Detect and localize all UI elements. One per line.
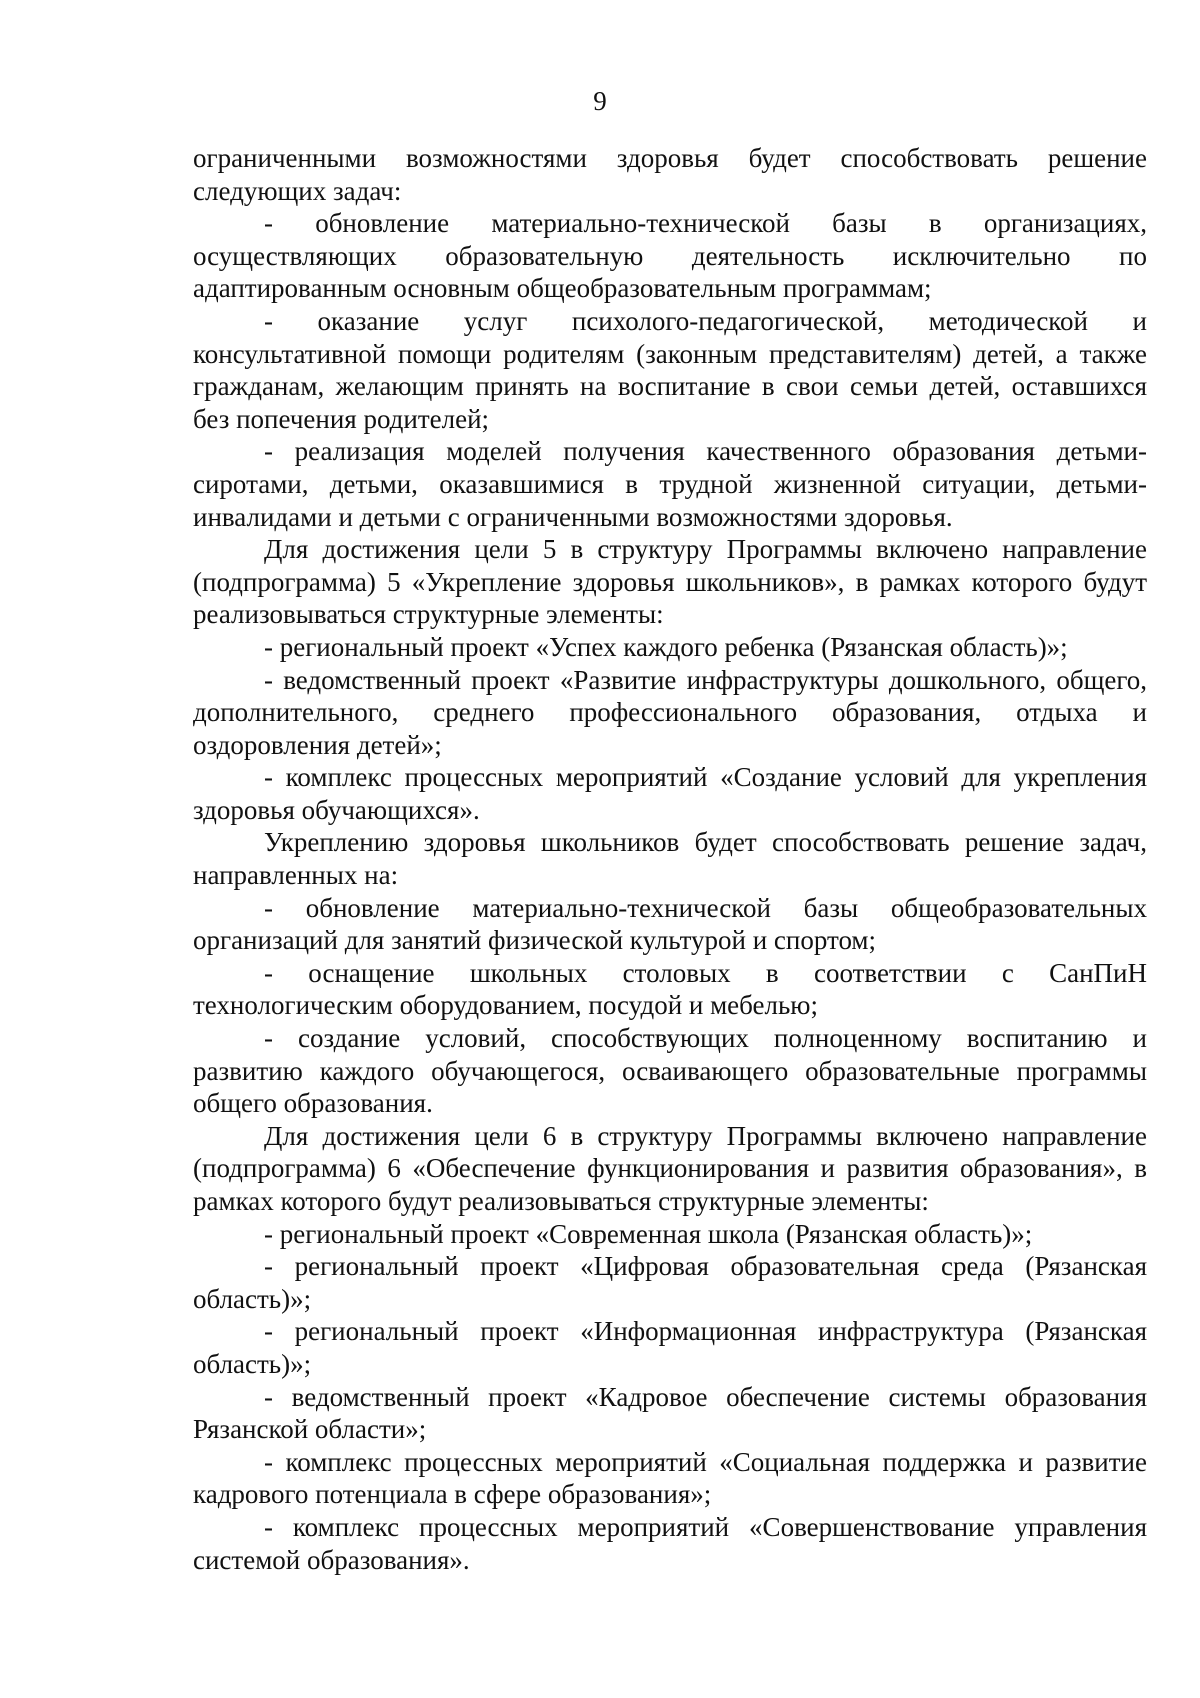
list-item: - ведомственный проект «Развитие инфраструктуры дошкольного, общего, дополнительного, среднего профессионального образования, отдыха и оздоровления детей»; <box>193 664 1147 760</box>
paragraph: Для достижения цели 5 в структуру Программы включено направление (подпрограмма) 5 «Укрепление здоровья школьников», в рамках которого будут реализовываться структурные элементы: <box>193 534 1147 630</box>
list-item: - оснащение школьных столовых в соответствии с СанПиН технологическим оборудованием, посудой и мебелью; <box>193 957 1147 1021</box>
list-item: - обновление материально-технической базы общеобразовательных организаций для занятий физической культурой и спортом; <box>193 892 1147 956</box>
list-item: - региональный проект «Современная школа (Рязанская область)»; <box>264 1218 1033 1249</box>
paragraph: Для достижения цели 6 в структуру Программы включено направление (подпрограмма) 6 «Обеспечение функционирования и развития образования», в рамках которого будут реализовываться структурные элементы: <box>193 1120 1147 1216</box>
list-item: - региональный проект «Цифровая образовательная среда (Рязанская область)»; <box>193 1251 1147 1314</box>
paragraph-continuation: ограниченными возможностями здоровья будет способствовать решение следующих задач: <box>193 143 1147 206</box>
page-number: 9 <box>593 86 607 116</box>
list-item: - региональный проект «Информационная инфраструктура (Рязанская область)»; <box>193 1316 1147 1379</box>
list-item: - оказание услуг психолого-педагогической, методической и консультативной помощи родителям (законным представителям) детей, а также гражданам, желающим принять на воспитание в свои семьи детей, оставшихся без попечения родителей; <box>193 305 1147 434</box>
list-item: - реализация моделей получения качественного образования детьми-сиротами, детьми, оказавшимися в трудной жизненной ситуации, детьми-инвалидами и детьми с ограниченными возможностями здоровья. <box>193 436 1147 532</box>
list-item: - обновление материально-технической базы в организациях, осуществляющих образовательную деятельность исключительно по адаптированным основным общеобразовательным программам; <box>193 208 1147 304</box>
list-item: - комплекс процессных мероприятий «Совершенствование управления системой образования». <box>193 1511 1147 1575</box>
list-item: - создание условий, способствующих полноценному воспитанию и развитию каждого обучающегося, осваивающего образовательные программы общего образования. <box>193 1023 1147 1119</box>
list-item: - ведомственный проект «Кадровое обеспечение системы образования Рязанской области»; <box>193 1381 1147 1445</box>
paragraph: Укреплению здоровья школьников будет способствовать решение задач, направленных на: <box>193 827 1147 891</box>
list-item: - региональный проект «Успех каждого ребенка (Рязанская область)»; <box>264 631 1068 662</box>
list-item: - комплекс процессных мероприятий «Социальная поддержка и развитие кадрового потенциала в сфере образования»; <box>193 1446 1147 1510</box>
list-item: - комплекс процессных мероприятий «Создание условий для укрепления здоровья обучающихся». <box>193 762 1147 825</box>
body-text <box>193 142 1147 1576</box>
